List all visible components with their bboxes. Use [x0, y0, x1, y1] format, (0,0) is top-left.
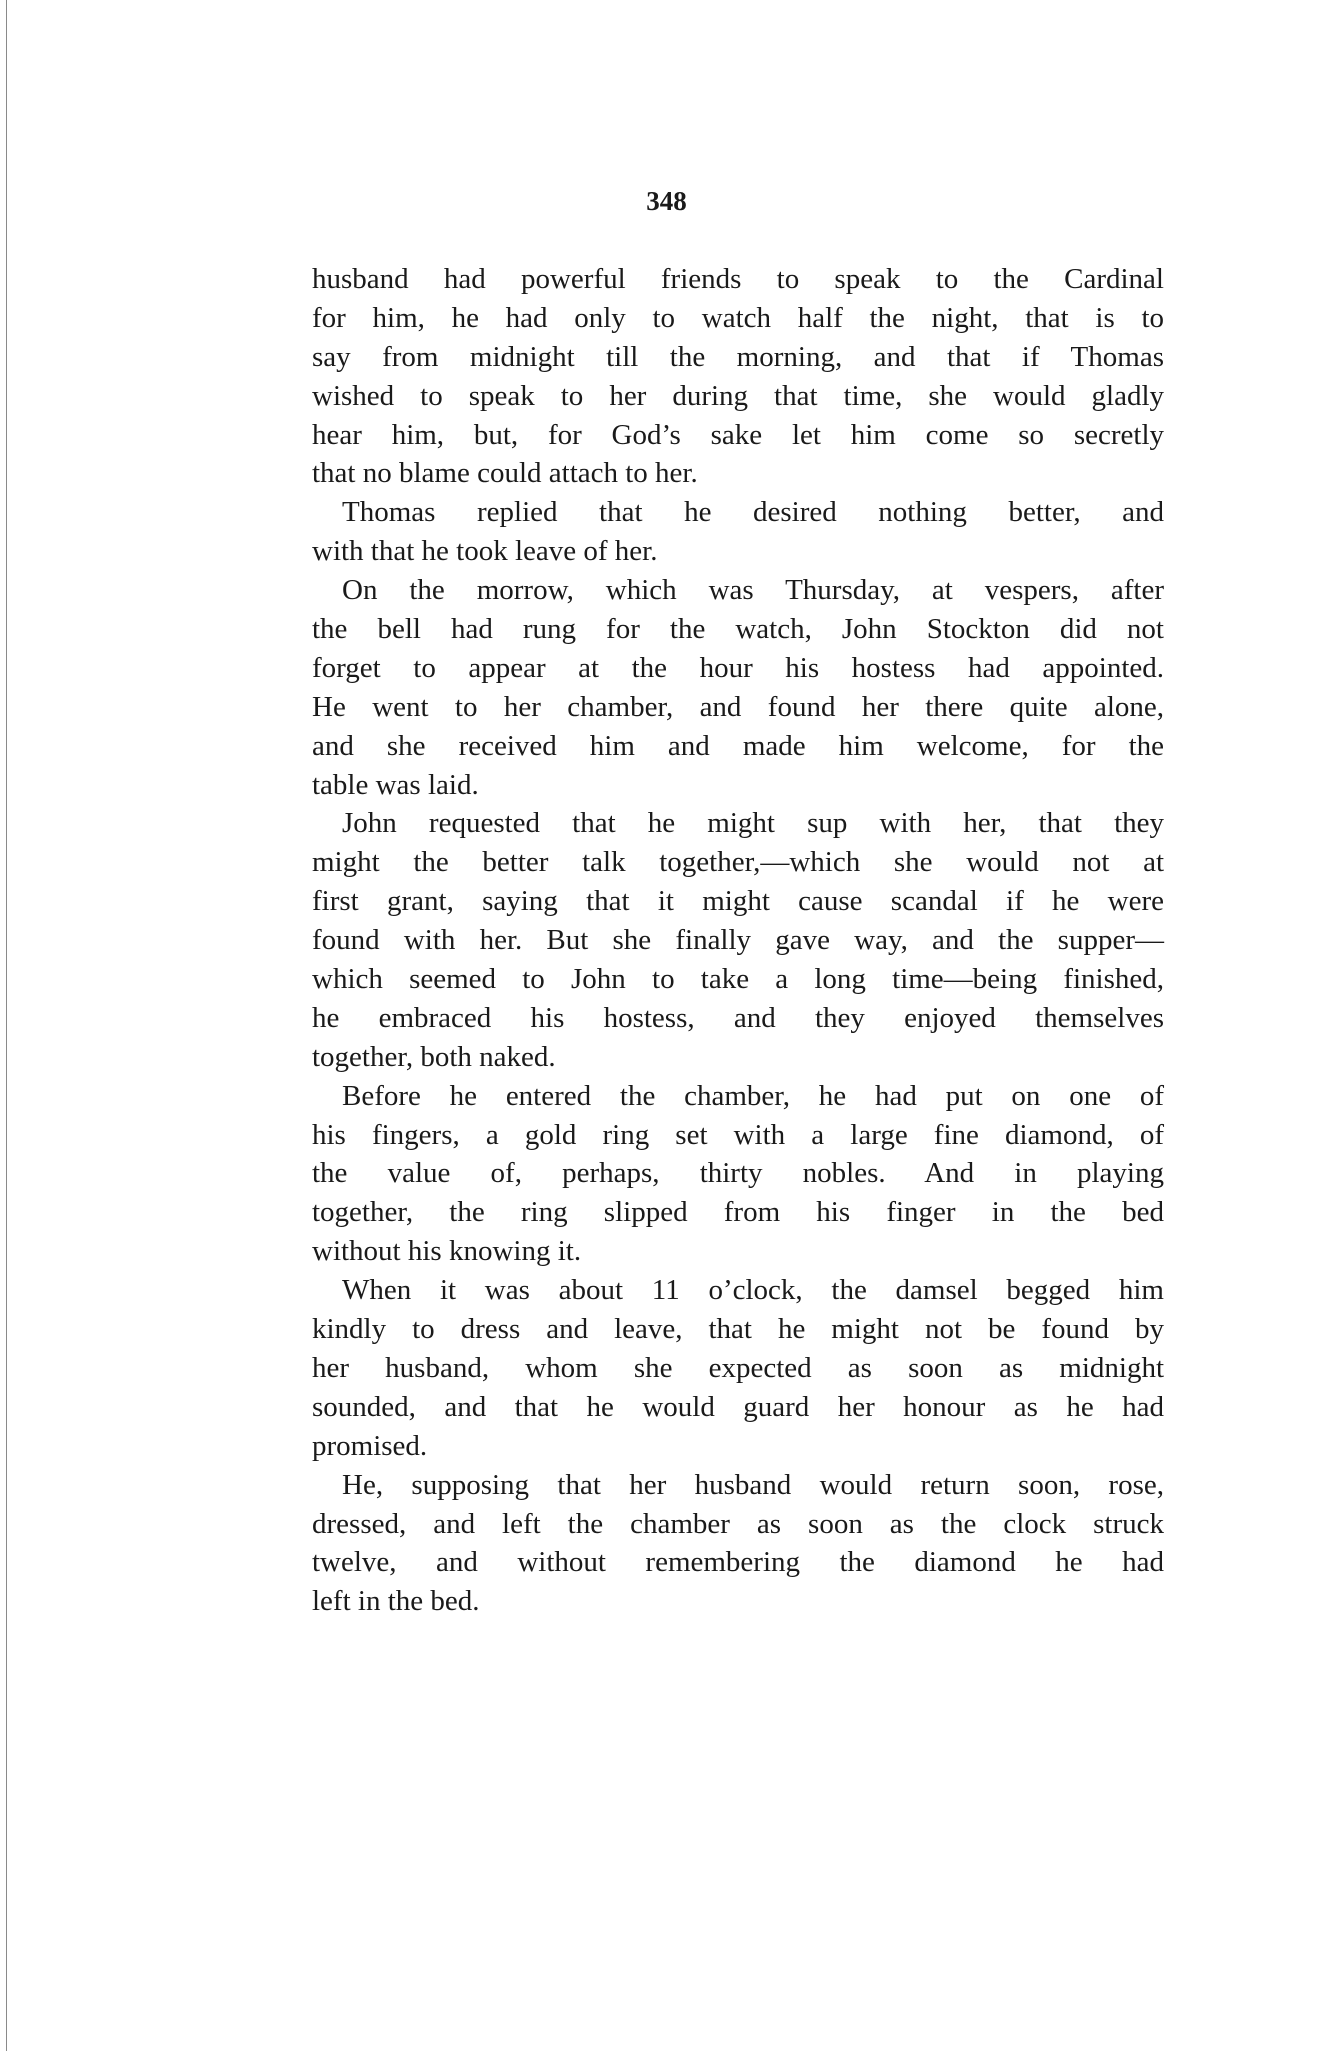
text-line: might the better talk together,—which she would not at [312, 846, 1164, 879]
page-number: 348 [646, 186, 687, 216]
text-line: forget to appear at the hour his hostess had appointed. [312, 651, 1164, 684]
text-line: Before he entered the chamber, he had put on one of [342, 1079, 1164, 1112]
paragraph [312, 1271, 1164, 1465]
text-line: dressed, and left the chamber as soon as the clock struck [312, 1507, 1164, 1540]
text-line: found with her. But she finally gave way, and the supper— [312, 924, 1164, 957]
text-line: John requested that he might sup with her, that they [342, 807, 1164, 840]
text-line: together, both naked. [312, 1040, 556, 1073]
paragraph [312, 1466, 1164, 1622]
text-line: Thomas replied that he desired nothing better, and [342, 496, 1164, 529]
text-line: kindly to dress and leave, that he might not be found by [312, 1313, 1164, 1346]
paragraph [312, 260, 1164, 493]
text-line: together, the ring slipped from his finger in the bed [312, 1196, 1164, 1229]
text-line: the bell had rung for the watch, John Stockton did not [312, 613, 1164, 646]
text-line: with that he took leave of her. [312, 535, 658, 568]
text-line: left in the bed. [312, 1585, 480, 1618]
text-line: her husband, whom she expected as soon as midnight [312, 1351, 1164, 1384]
text-line: hear him, but, for God’s sake let him come so secretly [312, 418, 1164, 451]
text-line: first grant, saying that it might cause scandal if he were [312, 885, 1164, 918]
text-line: twelve, and without remembering the diamond he had [312, 1546, 1164, 1579]
text-line: sounded, and that he would guard her honour as he had [312, 1390, 1164, 1423]
text-line: say from midnight till the morning, and that if Thomas [312, 340, 1164, 373]
text-line: On the morrow, which was Thursday, at vespers, after [342, 574, 1164, 607]
text-line: He, supposing that her husband would return soon, rose, [342, 1468, 1164, 1501]
paragraph [312, 571, 1164, 804]
text-line: his fingers, a gold ring set with a large fine diamond, of [312, 1118, 1164, 1151]
text-line: promised. [312, 1429, 428, 1462]
text-line: He went to her chamber, and found her there quite alone, [312, 690, 1164, 723]
text-line: wished to speak to her during that time, she would gladly [312, 379, 1164, 412]
text-line: which seemed to John to take a long time—being finished, [312, 963, 1164, 996]
text-line: When it was about 11 o’clock, the damsel begged him [342, 1274, 1164, 1307]
body-text [312, 260, 1164, 1621]
paragraph [312, 804, 1164, 1076]
scan-edge-line [6, 0, 7, 2051]
text-line: husband had powerful friends to speak to the Cardinal [312, 263, 1164, 295]
text-line: the value of, perhaps, thirty nobles. And in playing [312, 1157, 1164, 1190]
text-line: he embraced his hostess, and they enjoyed themselves [312, 1001, 1164, 1034]
paragraph [312, 1077, 1164, 1271]
text-line: that no blame could attach to her. [312, 457, 698, 490]
text-line: for him, he had only to watch half the night, that is to [312, 301, 1164, 334]
text-line: and she received him and made him welcome, for the [312, 729, 1164, 762]
paragraph [312, 493, 1164, 571]
text-line: table was laid. [312, 768, 479, 801]
text-line: without his knowing it. [312, 1235, 582, 1268]
